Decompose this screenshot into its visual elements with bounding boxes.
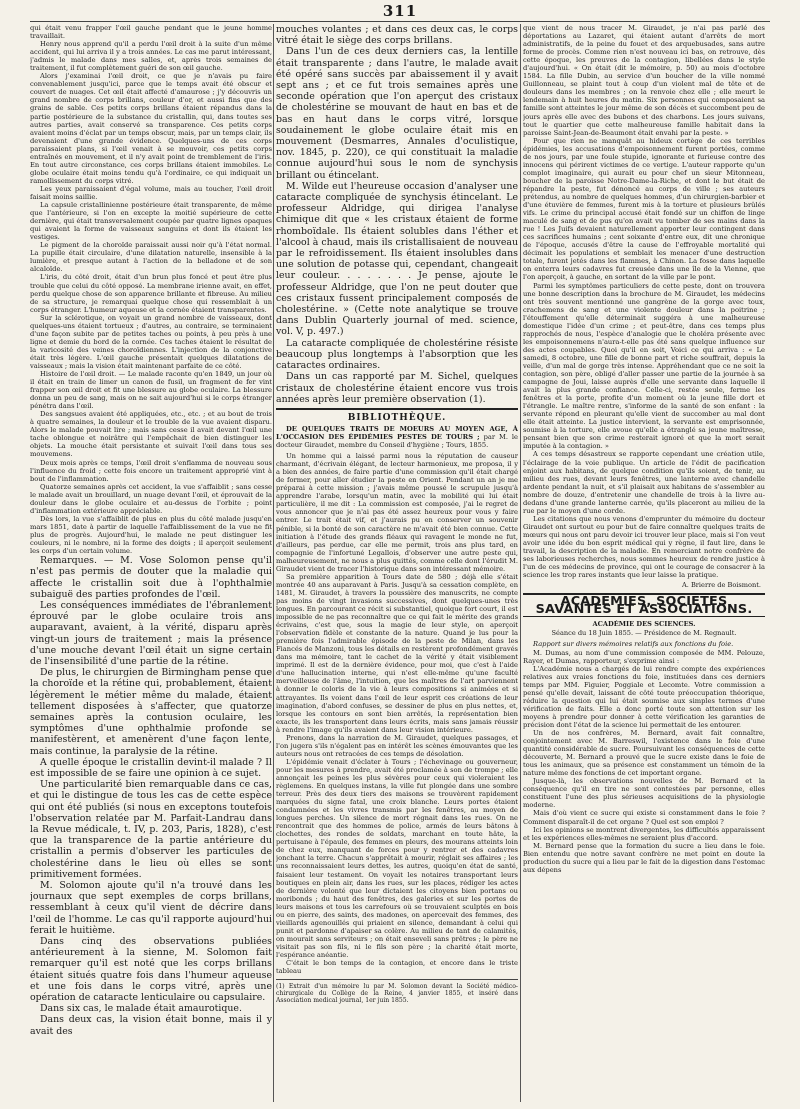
column-divider-1 [273,24,274,1102]
academy-name: ACADÉMIE DES SCIENCES. [592,620,696,629]
page-number: 311 [382,2,418,20]
paragraph: Deux mois après ce temps, l'œil droit s'enflamma de nouveau sous l'influence du froid ; cette fois encore un traitement approprié vint à bout de l'inflammation. [30,458,272,483]
paragraph: Les citations que nous venons d'emprunter du mémoire du docteur Giraudet ont surtout eu pour but de faire connaître quelques traits de mœurs qui nous ont paru devoir ici trouver leur place, mais si l'on veut avoir une idée du bon esprit médical qui y règne, il faut lire, dans le travail, la description de la maladie. En remerciant notre confrère de ses laborieuses recherches, nous sommes heureux de rendre justice à l'un de ces médecins de province, qui ont le courage de consacrer à la science les trop rares instants que leur laisse la pratique. [523,514,765,580]
paragraph: Mais d'où vient ce sucre qui existe si constamment dans le foie ? Comment disparaît-il de cet organe ? Quel est son emploi ? [523,809,765,826]
paragraph: M. Solomon ajoute qu'il n'a trouvé dans les journaux que sept exemples de corps brillans, ressemblant à ceux qu'il vient de décrire dans l'œil de l'homme. Le cas qu'il rapporte aujourd'hui ferait le huitième. [30,879,272,936]
paragraph: Un homme qui a laissé parmi nous la réputation de causeur charmant, d'écrivain élégant, de lecteur harmonieux, me proposa, il y a bien des années, de faire partie d'une commission qu'il était chargé de former, pour aller étudier la peste en Orient. Pendant un an je me préparai à cette mission ; j'avais même poussé le scrupule jusqu'à apprendre l'arabe, lorsqu'un matin, avec la mobilité qui lui était particulière, il me dit : La commission est composée, j'ai le regret de vous annoncer que je n'ai pas été assez heureux pour vous y faire entrer. Le trait était vif, et j'aurais pu en conserver un souvenir pénible, si la bonté de son caractère ne m'avait été bien connue. Cette initiation à l'étude des grands fléaux qui ravagent le monde ne fut, d'ailleurs, pas perdue, car elle me permit, trois ans plus tard, en compagnie de l'infortuné Legallois, d'observer une autre peste qui, malheureusement, ne nous a plus quittés, comme celle dont l'érudit M. Giraudet vient de tracer l'historique dans son intéressant mémoire. [276,452,518,573]
paragraph: L'Académie nous a chargés de lui rendre compte des expériences relatives aux vraies fonctions du foie, instituées dans ces derniers temps par MM. Figuier, Poggiale et Lecomte. Votre commission a pensé qu'elle devait, laissant de côté toute préoccupation théorique, réduire la question qui lui était soumise aux simples termes d'une vérification de faits. Elle a donc porté toute son attention sur les moyens à prendre pour donner à cette vérification les garanties de précision dont l'état de la science lui permettait de les entourer. [523,664,765,729]
column-3 [523,24,765,1102]
paragraph: Dès lors, la vue s'affaiblit de plus en plus du côté malade jusqu'en mars 1851, date à partir de laquelle l'affaiblissement de la vue ne fit plus de progrès. Aujourd'hui, le malade ne peut distinguer les couleurs, ni le nombre, ni la forme des doigts ; il aperçoit seulement les corps d'un certain volume. [30,514,272,556]
column-1 [30,24,272,1102]
paragraph: M. Dumas, au nom d'une commission composée de MM. Pelouze, Rayer, et Dumas, rapporteur, s'exprime ainsi : [523,648,765,665]
paragraph: Un de nos confrères, M. Bernard, avait fait connaître, conjointement avec M. Barreswil, l'existence dans le foie d'une quantité considérable de sucre. Poursuivant les conséquences de cette découverte, M. Bernard a prouvé que le sucre existe dans le foie de tous les animaux, que sa présence est constamment un témoin de la nature même des fonctions de cet important organe. [523,728,765,778]
paragraph: Henry nous apprend qu'il a perdu l'œil droit à la suite d'un même accident, qui lui arriva il y a trois années. Le cas me parut intéressant, j'admis le malade dans mes salles, et, après trois semaines de traitement, il fut complètement guéri de son œil gauche. [30,40,272,73]
book-title: DE QUELQUES TRAITS DE MOEURS AU MOYEN AGE, À L'OCCASION DES ÉPIDÉMIES PESTES DE TOURS ; [276,424,518,441]
author-signature: A. Brierre de Boismont. [681,581,761,590]
remarks-section [30,555,272,1037]
paragraph: Histoire de l'œil droit. — Le malade raconte qu'en 1849, un jour où il était en train de limer un canon de fusil, un fragment de fer vint frapper son œil droit et fit une blessure au globe oculaire. La blessure donna un peu de sang, mais on ne sait aujourd'hui si le corps étranger pénétra dans l'œil. [30,370,272,411]
paragraph: La capsule cristallinienne postérieure était transparente, de même que l'antérieure, si l'on en excepte la moitié supérieure de cette dernière, qui était transversalement coupée par quatre lignes opaques qui avaient la forme de vaisseaux sanguins et dont ils étaient les vestiges. [30,201,272,242]
paragraph: Les yeux paraissaient d'égal volume, mais au toucher, l'œil droit faisait moins saillie. [30,184,272,201]
paragraph: Sur la sclérotique, on voyait un grand nombre de vaisseaux, dont quelques-uns étaient tortueux ; d'autres, au contraire, se terminaient d'une façon subite par de petites taches ou points, à peu près à une ligne et demie du bord de la cornée. Ces taches étaient le résultat de la varicosité des veines choroïdiennes. L'injection de la conjonctive était très légère. L'œil gauche présentait quelques dilatations de vaisseaux ; mais la vision était maintenant parfaite de ce côté. [30,313,272,370]
paragraph: Le pigment de la choroïde paraissait aussi noir qu'à l'état normal. La pupille était circulaire, d'une dilatation naturelle, insensible à la lumière, et presque autant à l'action de la belladone et de son alcaloïde. [30,241,272,274]
paragraph: Une particularité bien remarquable dans ce cas, et qui le distingue de tous les cas de cette espèce qui ont été publiés (si nous en exceptons toutefois l'observation relatée par M. Parfait-Landrau dans la Revue médicale, t. IV, p. 203, Paris, 1828), c'est que la transparence de la partie antérieure du cristallin a permis d'observer les particules de cholestérine dans le lieu où elles se sont primitivement formées. [30,779,272,880]
paragraph: C'était le bon temps de la contagion, et encore dans le triste tableau [276,959,518,976]
book-reference [276,425,518,449]
footnote: (1) Extrait d'un mémoire lu par M. Solomon devant la Société médico-chirurgicale du Collège de la Reine, 4 janvier 1855, et inséré dans Association medical journal, 1er juin 1855. [276,979,518,1004]
paragraph: mouches volantes ; et dans ces deux cas, le corps vitré était le siège des corps brillans. [276,24,518,47]
paragraph: Quatorze semaines après cet accident, la vue s'affaiblit ; sans cesse le malade avait un brouillard, un nuage devant l'œil, et éprouvait de la douleur dans le globe oculaire et au-dessus de l'orbite ; point d'inflammation extérieure appréciable. [30,482,272,515]
section-title-academies: ACADÉMIES, SOCIÉTÉS SAVANTES ET ASSOCIATIONS. [523,593,765,617]
paragraph: Dans deux cas, la vision était bonne, mais il y avait des [30,1014,272,1037]
paragraph: M. Wilde eut l'heureuse occasion d'analyser une cataracte compliquée de synchysis étincelant. Le professeur Aldridge, qui dirigea l'analyse chimique dit que « les cristaux étaient de forme rhomboïdale. Ils étaient solubles dans l'éther et l'alcool à chaud, mais ils cristallisaient de nouveau par le refroidissement. Ils étaient insolubles dans une solution de potasse qui, cependant, changeait leur couleur. . . . . . . . Je pense, ajoute le professeur Aldridge, que l'on ne peut douter que ces cristaux fussent principalement composés de cholestérine. » (Cette note analytique se trouve dans Dublin Quarterly journal of med. science, vol. V, p. 497.) [276,180,518,338]
section-title-bibliotheque: BIBLIOTHÈQUE. [276,408,518,422]
paragraph: Parmi les symptômes particuliers de cette peste, dont on trouvera une bonne description dans la brochure de M. Giraudet, les médecins ont très souvent mentionné une gangrène de la gorge avec toux, crachemens de sang et une violente douleur dans la poitrine ; l'étouffement qu'elle déterminait suggéra à une malheureuse domestique l'idée d'un crime ; et peut-être, dans ces temps plus rapprochés de nous, l'espèce d'analogie que le choléra présente avec les empoisonnemens n'aura-t-elle pas été sans quelque influence sur des actes coupables. Quoi qu'il en soit, Voici ce qui arriva : « Le samedi, 8 octobre, une fille de bonne part et riche souffrait, depuis la veille, d'un mal de gorge très intense. Appréhendant que ce ne soit la contagion, son père, obligé d'aller passer une partie de la journée à sa campagne de Joui, laisse auprès d'elle une servante dans laquelle il avait la plus grande confiance. Celle-ci, restée seule, ferme les fenêtres et la porte, profite d'un moment où la jeune fille dort et l'étrangle. Le maître rentre, s'informe de la santé de son enfant : la servante répond en pleurant qu'elle vient de succomber au mal dont elle était atteinte. La justice intervient, la servante est emprisonnée, soumise à la torture, elle avoue qu'elle a étranglé sa jeune maîtresse, pensant bien que son crime resterait ignoré et que la mort serait imputée à la contagion. » [523,281,765,451]
paragraph: Jusque-là, les observations nouvelles de M. Bernard et la conséquence qu'il en tire ne sont contestées par personne, elles constituent l'une des plus sérieuses acquisitions de la physiologie moderne. [523,777,765,810]
paragraph: Les conséquences immédiates de l'ébranlement éprouvé par le globe oculaire trois ans auparavant, avaient, à la vérité, disparu après vingt-un jours de traitement ; mais la présence d'une mouche devant l'œil était un signe certain de l'insensibilité d'une partie de la rétine. [30,599,272,667]
paragraph: qui était venu frapper l'œil gauche pendant que le jeune homme travaillait. [30,24,272,41]
paragraph: Remarques. — M. Vose Solomon pense qu'il n'est pas permis de douter que la maladie qui affecte le cristallin soit due à l'ophthalmie subaiguë des parties profondes de l'œil. [30,555,272,600]
paragraph: A quelle époque le cristallin devint-il malade ? Il est impossible de se faire une opinion à ce sujet. [30,756,272,779]
column-2 [276,24,518,1102]
paragraph: que vient de nous tracer M. Giraudet, je n'ai pas parlé des déportations au Lazaret, qui étaient autant d'arrêts de mort administratifs, de la peine du fouet et des arquebusades, sans autre forme de procès. Comme rien n'est nouveau ici bas, on retrouve, dès cette époque, les preuves de la contagion, libellées dans le style d'aujourd'hui. « On était (dit le mémoire, p. 50) au mois d'octobre 1584. La fille Dubin, au service d'un boucher de la ville nommé Guillonneau, se plaint tout à coup d'un violent mal de tête et de douleurs dans les membres ; on la renvoie chez elle ; elle meurt le lendemain à huit heures du matin. Six personnes qui composaient sa famille sont atteintes le jour même de son décès et succombent peu de jours après elle avec des bubons et des charbons. Les jours suivans, tout le quartier que cette malheureuse famille habitait dans la paroisse Saint-Jean-de-Beaumont était envahi par la peste. » [523,24,765,137]
top-rule [30,21,770,22]
paragraph: Pour que rien ne manquât au hideux cortège de ces terribles épidémies, les accusations d'empoisonnement furent portées, comme de nos jours, par une foule stupide, ignorante et furieuse contre des innocens qui périrent victimes de ce vertige. L'auteur rapporte qu'un complot imaginaire, qui aurait eu pour chef un sieur Mitonneau, boucher de la paroisse Notre-Dame-la-Riche, et dont le but était de répandre la peste, fut dénoncé au corps de ville ; ses auteurs prétendus, au nombre de quelques hommes, d'un chirurgien-barbier et d'une étuvière de femmes, furent mis à la torture et plusieurs brûlés vifs. Le crime du principal accusé était fondé sur un chiffon de linge maculé de sang et de pus qu'on avait vu tomber de ses mains dans la rue ! Les Juifs devaient naturellement apporter leur contingent dans ces sacrifices humains ; cent soixante d'entre eux, dit une chronique de l'époque, accusés d'être la cause de l'effroyable mortalité qui décimait les populations et semblait les menacer d'une destruction totale, furent jetés dans les flammes, à Chinon. La fosse dans laquelle on enterra leurs cadavres fut creusée dans une île de la Vienne, que l'on aperçoit, à gauche, en sortant de la ville par le pont. [523,136,765,282]
column-divider-2 [520,24,521,1102]
paragraph: Prenons, dans la narration de M. Giraudet, quelques passages, et l'on jugera s'ils n'égalent pas en intérêt les scènes émouvantes que les auteurs nous ont retracées de ces temps de désolation. [276,733,518,758]
paragraph: Alors j'examinai l'œil droit, ce que je n'avais pu faire convenablement jusqu'ici, parce que le temps avait été obscur et couvert de nuages. Cet œil était affecté d'amaurose ; j'y découvris un grand nombre de corps brillans, couleur d'or, et aussi fins que des grains de sable. Ces petits corps brillans étaient répandus dans la partie postérieure de la substance du cristallin, qui, dans toutes ses autres parties, avait conservé sa transparence. Ces petits corps avaient moins d'éclat par un temps obscur, mais, par un temps clair, ils devenaient d'une grande évidence. Quelques-uns de ces corps paraissaient plans, si l'œil venait à se mouvoir, ces petits corps entraînés en mouvement, et il n'y avait point de tremblement de l'iris. En tout autre circonstance, ces corps brillans étaient immobiles. Le globe oculaire était moins tendu qu'à l'ordinaire, ce qui indiquait un ramollissement du corps vitré. [30,72,272,185]
paragraph: L'épidémie venait d'éclater à Tours ; l'échevinage ou gouverneur, pour les mesures à prendre, avait été proclamée à son de trompe ; elle annonçait les peines les plus sévères pour ceux qui violeraient les règlemens. En quelques instans, la ville fut plongée dans une sombre terreur. Près des deux tiers des maisons se trouvèrent rapidement marquées du signe fatal, une croix blanche. Leurs portes étaient condamnées et les vivres transmis par les fenêtres, au moyen de longues perches. Un silence de mort régnait dans les rues. On ne rencontrait que des hommes de police, armés de leurs bâtons à clochettes, des rondes de soldats, marchant en toute hâte, la pertuisane à l'épaule, des femmes en pleurs, des mourans atteints loin de chez eux, manquant de forces pour y rentrer et des cadavres jonchant la terre. Chacun s'apprêtait à mourir, réglait ses affaires ; les uns reconnaissaient leurs dettes, les autres, quoiqu'en état de santé, faisaient leur testament. On voyait les notaires transportant leurs boutiques en plein air, dans les rues, sur les places, rédiger les actes de dernière volonté que leur dictaient les citoyens bien portans ou moribonds ; du haut des fenêtres, des galeries et sur les portes de leurs maisons et tous les carrefours où se trouvaient sculptés en bois ou en pierre, des saints, des madones, on apercevait des femmes, des vieillards agenouillés qui priaient en silence, demandant à celui qui punit et pardonne d'apaiser sa colère. Au milieu de tant de calamités, on mourait sans serviteurs ; on était enseveli sans prêtres ; le père ne visitait pas son fils, ni le fils son père ; la charité était morte, l'espérance anéantie. [276,757,518,959]
report-title: Rapport sur divers mémoires relatifs aux fonctions du foie. [533,640,734,649]
paragraph: Dans un cas rapporté par M. Sichel, quelques cristaux de cholestérine étaient encore vus trois années après leur première observation (1). [276,371,518,405]
paragraph: La cataracte compliquée de cholestérine résiste beaucoup plus longtemps à l'absorption que les cataractes ordinaires. [276,337,518,372]
paragraph: Ici les opinions se montrent divergentes, les difficultés apparaissent et les expériences elles-mêmes ne seraient plus d'accord. [523,825,765,842]
paragraph: Dans l'un de ces deux derniers cas, la lentille était transparente ; dans l'autre, le malade avait été opéré sans succès par abaissement il y avait sept ans ; et ce fut trois semaines après une seconde opération que l'on aperçut des cristaux de cholestérine se mouvant de haut en bas et de bas en haut dans le corps vitré, lorsque soudainement le globe oculaire était mis en mouvement (Desmarres, Annales d'oculistique, nov. 1845, p. 220), ce qui constituait la maladie connue aujourd'hui sous le nom de synchysis brillant ou étincelant. [276,46,518,181]
paragraph: Dans six cas, le malade était amaurotique. [40,1003,242,1015]
paragraph: M. Bernard pense que la formation du sucre a lieu dans le foie. Bien entendu que notre savant confrère ne met point en doute la production du sucre qui a lieu par le fait de la digestion dans l'estomac aux dépens [523,841,765,874]
paragraph: L'iris, du côté droit, était d'un brun plus foncé et peut être plus trouble que celui du côté opposé. La membrane irienne avait, en effet, perdu quelque chose de son apparence brillante et fibreuse. Au milieu de sa structure, je remarquai quelque chose qui ressemblait à un corps étranger. L'humeur aqueuse et la cornée étaient transparentes. [30,273,272,314]
paragraph: A ces temps désastreux se rapporte cependant une création utile, l'éclairage de la voie publique. Un article de l'édit de pacification enjoint aux habitans, de quelque condition qu'ils soient, de tenir, au milieu des rues, devant leurs fenêtres, une lanterne avec chandelle ardente pendant la nuit, et s'il plaisait aux habitans de s'assembler au nombre de douze, d'entretenir une chandelle de trois à la livre au-dedans d'une grande lanterne carrée, qu'ils placeront au milieu de la rue par le moyen d'une corde. [523,450,765,515]
remarks-continued [276,24,518,405]
book-author: par M. le docteur Giraudet, membre du Conseil d'hygiène ; Tours, 1855. [276,433,518,450]
paragraph: De plus, le chirurgien de Birmingham pense que la choroïde et la rétine qui, probablement, étaient légèrement le métier même du malade, étaient tellement disposées à s'affecter, que quatorze semaines après la contusion oculaire, les symptômes d'une ophthalmie profonde se manifestèrent, et amenèrent d'une façon lente, mais continue, la paralysie de la rétine. [30,667,272,757]
session-info: Séance du 18 Juin 1855. — Présidence de M. Regnault. [551,629,737,638]
paragraph: Dans cinq des observations publiées antérieurement à la sienne, M. Solomon fait remarquer qu'il est noté que les corps brillans étaient situés quatre fois dans l'humeur aqueuse et une fois dans le corps vitré, après une opération de cataracte lenticulaire ou capsulaire. [30,936,272,1004]
paragraph: Sa première apparition à Tours date de 580 ; déjà elle s'était montrée 40 ans auparavant à Paris. Jusqu'à sa cessation complète, en 1481, M. Giraudet, à travers la poussière des manuscrits, ne compte pas moins de vingt invasions successives, dont quelques-unes très longues. En parcourant ce récit si substantiel, quoique fort court, il est impossible de ne pas reconnaître que ce qui fait le mérite des grands écrivains, c'est que, sous la magie de leur style, on aperçoit l'observation fidèle et constante de la nature. Quand je lus pour la première fois l'admirable épisode de la peste de Milan, dans les Fiancés de Manzoni, tous les détails en restèrent profondément gravés dans ma mémoire, tant le cachet de la vérité y était visiblement imprimé. Il est de la dernière évidence, pour moi, que c'est à l'aide d'une hallucination interne, qui n'est elle-même qu'une faculté merveilleuse de l'âme, l'intuition, que les maîtres de l'art parviennent à donner le coloris de la vie à leurs compositions si animées et si attrayantes. Ils voient dans l'œil de leur esprit ces créations de leur imagination, d'abord confuses, se dessiner de plus en plus nettes, et, lorsque les contours en sont bien arrêtés, la représentation bien exacte, ils les transportent dans leurs écrits, mais sans jamais réussir à rendre l'image qu'ils avaient dans leur vision intérieure. [276,572,518,734]
paragraph: Des sangsues avaient été appliquées, etc., etc. ; et au bout de trois à quatre semaines, la douleur et le trouble de la vue avaient disparu. Alors le malade pouvait lire ; mais sans cesse il avait devant l'œil une tache oblongue et noirâtre qui l'empêchait de bien distinguer les objets. La mouche était persistante et suivait l'œil dans tous ses mouvemens. [30,410,272,459]
